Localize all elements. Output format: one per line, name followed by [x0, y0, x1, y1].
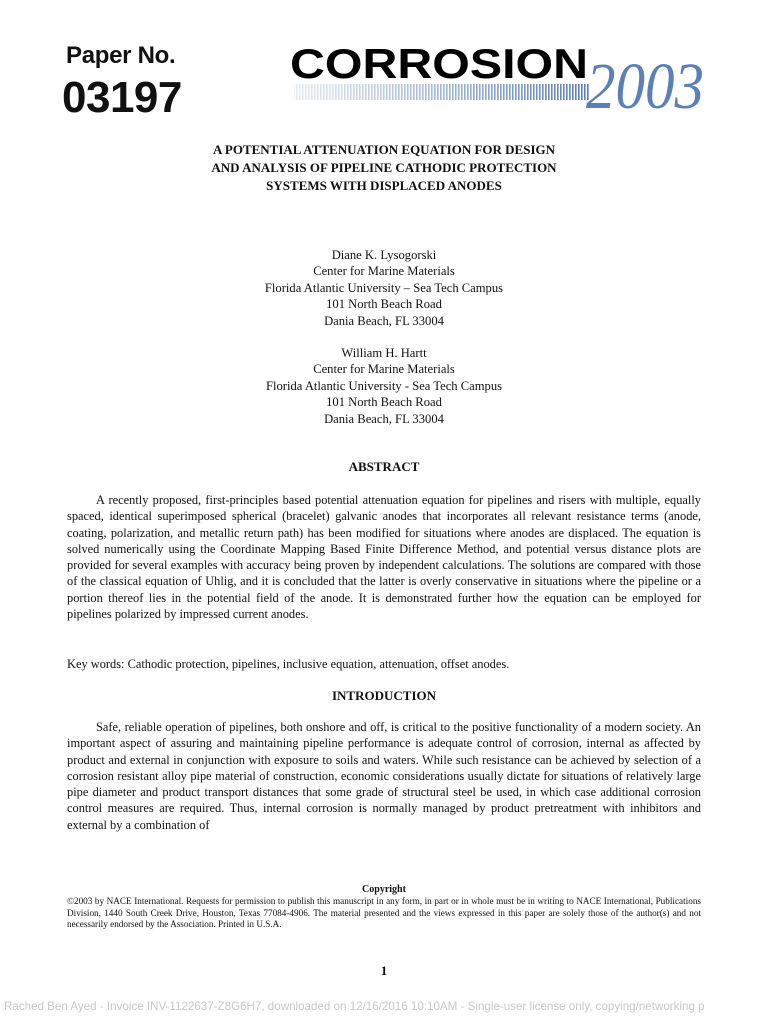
- author-department: Center for Marine Materials: [313, 264, 455, 279]
- paper-title: [0, 141, 768, 195]
- corrosion-2003-logo: [290, 40, 710, 114]
- author-institution: Florida Atlantic University - Sea Tech Campus: [265, 378, 503, 393]
- copyright-notice: ©2003 by NACE International. Requests for permission to publish this manuscript in any form, in part or in whole must be in writing to NACE International, Publications Division, 1440 South Creek Drive, Houston, Texas 77084-4906. The material presented and the views expressed in this paper are solely those of the author(s) and not necessarily endorsed by the Association. Printed in U.S.A.: [67, 896, 701, 930]
- abstract-heading: ABSTRACT: [348, 459, 420, 474]
- introduction-paragraph: Safe, reliable operation of pipelines, both onshore and off, is critical to the positive functionality of a modern society. An important aspect of assuring and maintaining pipeline performance is adequate control of corrosion, internal as affected by product and external in conjunction with exposure to soils and waters. While such resistance can be achieved by selection of a corrosion resistant alloy pipe material of construction, economic considerations usually dictate for situations of relatively large pipe diameter and product transport distances that some grade of structural steel be used, in which case additional corrosion control measures are required. Thus, internal corrosion is normally managed by product pretreatment with inhibitors and external by a combination of: [67, 720, 701, 832]
- title-line: SYSTEMS WITH DISPLACED ANODES: [266, 178, 502, 193]
- author-block: [0, 345, 768, 427]
- paper-number-label: Paper No.: [66, 42, 176, 69]
- license-watermark: Rached Ben Ayed - Invoice INV-1122637-Z8G6H7, downloaded on 12/16/2016 10:10AM - Single-user license only, copying/networking p: [4, 1000, 705, 1013]
- keywords: Key words: Cathodic protection, pipelines, inclusive equation, attenuation, offset anodes.: [67, 657, 510, 671]
- author-department: Center for Marine Materials: [313, 362, 455, 377]
- title-line: A POTENTIAL ATTENUATION EQUATION FOR DESIGN: [212, 142, 556, 157]
- title-line: AND ANALYSIS OF PIPELINE CATHODIC PROTECTION: [211, 160, 557, 175]
- paper-number: 03197: [62, 73, 182, 122]
- logo-year: 2003: [586, 50, 704, 114]
- author-block: [0, 247, 768, 329]
- author-street: 101 North Beach Road: [326, 297, 442, 312]
- author-name: Diane K. Lysogorski: [331, 248, 437, 262]
- author-street: 101 North Beach Road: [326, 395, 442, 410]
- author-city: Dania Beach, FL 33004: [324, 313, 444, 328]
- copyright-heading: Copyright: [362, 884, 406, 895]
- abstract-paragraph: A recently proposed, first-principles based potential attenuation equation for pipelines and risers with multiple, equally spaced, identical superimposed spherical (bracelet) galvanic anodes that incorporates all relevant resistance terms (anode, coating, polarization, and metallic return path) has been modified for situations where anodes are displaced. The equation is solved numerically using the Coordinate Mapping Based Finite Difference Method, and potential versus distance plots are provided for several examples with accuracy being proven by independent calculations. The solutions are compared with those of the classical equation of Uhlig, and it is concluded that the latter is overly conservative in situations where the pipeline or a portion thereof lies in the potential field of the anode. It is demonstrated further how the equation can be employed for pipelines polarized by impressed current anodes.: [67, 493, 701, 622]
- author-city: Dania Beach, FL 33004: [324, 411, 444, 426]
- author-institution: Florida Atlantic University – Sea Tech Campus: [264, 280, 504, 295]
- author-name: William H. Hartt: [341, 346, 427, 360]
- introduction-heading: INTRODUCTION: [331, 688, 436, 703]
- logo-wordmark: CORROSION: [290, 40, 588, 87]
- page-number: 1: [380, 963, 388, 978]
